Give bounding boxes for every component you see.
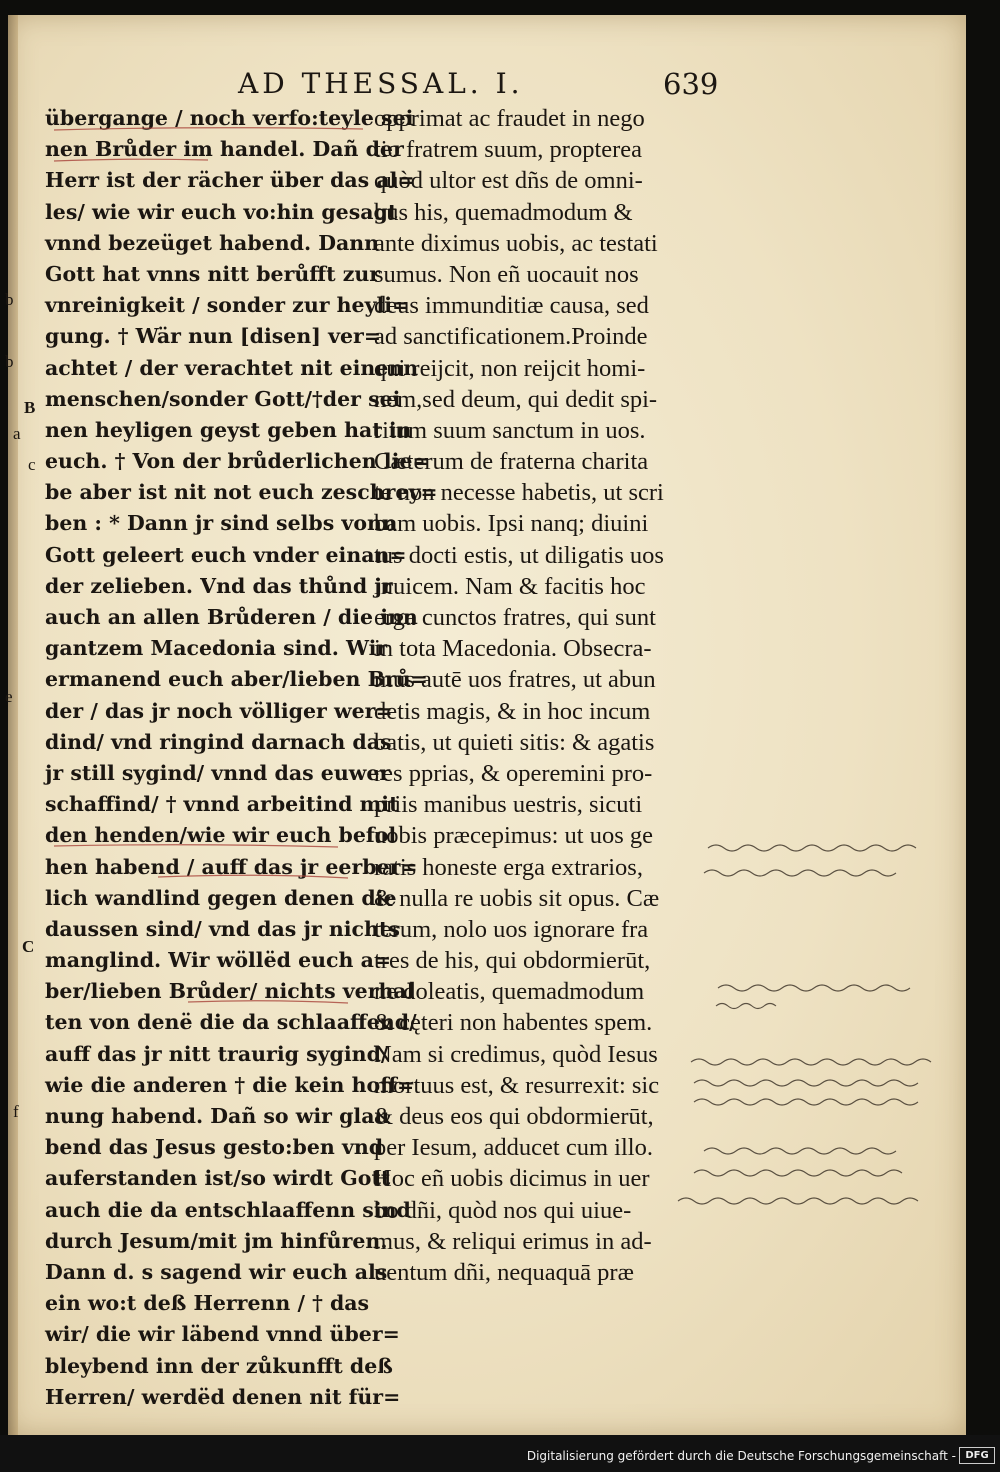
german-text-line: bleybend inn der zůkunfft deß bbox=[45, 1353, 393, 1378]
latin-text-line: priis manibus uestris, sicuti bbox=[374, 791, 643, 819]
german-text-line: der / das jr noch völliger wer= bbox=[45, 698, 393, 723]
german-text-line: ten von denë die da schlaaffend/ bbox=[45, 1010, 417, 1035]
german-text-line: vnreinigkeit / sonder zur heyli= bbox=[45, 293, 410, 318]
margin-letter: b bbox=[5, 290, 14, 309]
latin-text-line: uobis præcepimus: ut uos ge bbox=[374, 822, 654, 850]
margin-letter: a bbox=[13, 424, 21, 443]
german-text-line: ber/lieben Brůder/ nichts verhal bbox=[45, 979, 415, 1004]
german-text-line: auff das jr nitt traurig sygind/ bbox=[45, 1041, 389, 1066]
margin-letter: c bbox=[28, 455, 36, 474]
latin-text-line: opprimat ac fraudet in nego bbox=[374, 105, 645, 132]
german-text-line: hen habend / auff das jr eerber= bbox=[45, 854, 418, 879]
german-text-line: achtet / der verachtet nit einenn bbox=[45, 355, 419, 380]
latin-text-line: qui reĳcit, non reĳcit homi- bbox=[374, 354, 646, 382]
latin-text-line: mus autē uos fratres, ut abun bbox=[374, 666, 656, 694]
german-text-line: auferstanden ist/so wirdt Gott bbox=[45, 1166, 391, 1191]
red-underline-markings bbox=[8, 15, 966, 1435]
page-number: 639 bbox=[663, 67, 719, 101]
german-text-line: nen Brůder im handel. Dañ der bbox=[45, 137, 404, 162]
latin-text-line: tus docti estis, ut diligatis uos bbox=[374, 541, 664, 569]
german-text-line: gung. † Wär nun [disen] ver= bbox=[45, 324, 381, 349]
latin-text-line: Hoc eñ uobis dicimus in uer bbox=[374, 1165, 650, 1193]
latin-text-line: & nulla re uobis sit opus. Cæ bbox=[374, 884, 660, 912]
german-text-line: ben : * Dann jr sind selbs vonn bbox=[45, 511, 397, 536]
latin-text-line: & cęteri non habentes spem. bbox=[374, 1009, 653, 1037]
latin-text-line: nem,sed deum, qui dedit spi- bbox=[374, 385, 658, 413]
latin-text-line: ante diximus uobis, ac testati bbox=[374, 229, 658, 257]
german-text-line: menschen/sonder Gott/†der sei bbox=[45, 386, 401, 411]
margin-letter: b bbox=[5, 352, 14, 371]
latin-text-line: bus his, quemadmodum & bbox=[374, 198, 633, 226]
latin-text-line: res pprias, & operemini pro- bbox=[374, 759, 653, 787]
margin-letter: B bbox=[24, 398, 36, 417]
latin-text-line: ne doleatis, quemadmodum bbox=[374, 978, 645, 1006]
german-text-line: vnnd bezeüget habend. Dann bbox=[45, 230, 380, 255]
latin-text-line: Cæterum de fraterna charita bbox=[374, 448, 649, 476]
german-text-line: be aber ist nit not euch zeschrey= bbox=[45, 480, 438, 505]
latin-text-line: Nam si credimus, quòd Iesus bbox=[374, 1040, 658, 1068]
latin-text-line: erga cunctos fratres, qui sunt bbox=[374, 604, 656, 631]
german-text-line: gantzem Macedonia sind. Wir bbox=[45, 636, 388, 661]
german-text-line: nung habend. Dañ so wir glau bbox=[45, 1104, 390, 1128]
latin-text-line: detis magis, & in hoc incum bbox=[374, 697, 651, 725]
german-text-line: lich wandlind gegen denen die bbox=[45, 885, 397, 910]
margin-letter: e bbox=[5, 687, 13, 706]
german-text-line: Gott geleert euch vnder einan= bbox=[45, 542, 407, 567]
latin-text-line: deus immunditiæ causa, sed bbox=[374, 292, 649, 320]
latin-text-line: & deus eos qui obdormierūt, bbox=[374, 1103, 654, 1130]
german-text-line: bend das Jesus gesto:ben vnd bbox=[45, 1135, 384, 1160]
latin-text-line: te non necesse habetis, ut scri bbox=[374, 479, 664, 507]
latin-text-line: inuicem. Nam & facitis hoc bbox=[374, 572, 646, 600]
latin-text-line: ratis honeste erga extrarios, bbox=[374, 853, 643, 881]
german-text-line: daussen sind/ vnd das jr nichts bbox=[45, 916, 400, 941]
latin-text-line: mortuus est, & resurrexit: sic bbox=[374, 1071, 660, 1099]
funding-credit: Digitalisierung gefördert durch die Deutsche Forschungsgemeinschaft - bbox=[526, 1449, 956, 1463]
latin-text-line: in tota Macedonia. Obsecra- bbox=[374, 635, 652, 663]
german-text-line: nen heyligen geyst geben hat in bbox=[45, 417, 412, 442]
german-text-line: dind/ vnd ringind darnach das bbox=[45, 729, 392, 754]
latin-text-line: ritum suum sanctum in uos. bbox=[374, 416, 646, 444]
german-text-line: ein wo:t deß Herrenn / † das bbox=[45, 1291, 370, 1316]
german-text-line: Herren/ werdëd denen nit für= bbox=[45, 1384, 401, 1409]
latin-text-line: per Iesum, adducet cum illo. bbox=[374, 1134, 653, 1162]
handwritten-annotation bbox=[678, 845, 931, 1204]
german-text-line: der zelieben. Vnd das thůnd jr bbox=[45, 573, 393, 598]
german-text-line: ermanend euch aber/lieben Brů= bbox=[45, 667, 428, 692]
german-text-line: Herr ist der rächer über das al= bbox=[45, 168, 415, 193]
latin-text-line: terum, nolo uos ignorare fra bbox=[374, 915, 649, 943]
dfg-logo: DFG bbox=[959, 1447, 995, 1464]
german-text-line: wie die anderen † die kein hoff= bbox=[45, 1072, 415, 1097]
latin-text-line: uentum dñi, nequaquā præ bbox=[374, 1258, 634, 1286]
german-text-line: manglind. Wir wöllëd euch a= bbox=[45, 948, 392, 973]
margin-letter: f bbox=[13, 1102, 19, 1121]
latin-text-line: batis, ut quieti sitis: & agatis bbox=[374, 728, 655, 756]
margin-letter: C bbox=[22, 937, 35, 956]
german-text-line: les/ wie wir euch vo:hin gesagt bbox=[45, 199, 398, 224]
german-text-line: auch an allen Brůderen / die inn bbox=[45, 605, 418, 629]
german-text-line: Gott hat vnns nitt berůfft zur bbox=[45, 261, 381, 286]
german-text-line: Dann d. s sagend wir euch als bbox=[45, 1259, 388, 1284]
german-text-line: jr still sygind/ vnnd das euwer bbox=[45, 760, 391, 785]
latin-text-line: mus, & reliqui erimus in ad- bbox=[374, 1227, 652, 1255]
latin-text-line: quòd ultor est dñs de omni- bbox=[374, 167, 643, 195]
latin-text-line: sumus. Non eñ uocauit nos bbox=[374, 260, 639, 288]
book-page bbox=[5, 15, 966, 1435]
german-text-line: schaffind/ † vnnd arbeitind mit bbox=[45, 792, 399, 817]
latin-text-line: bam uobis. Ipsi nanq; diuini bbox=[374, 510, 649, 538]
latin-text-line: ad sanctificationem.Proinde bbox=[374, 323, 648, 351]
german-text-line: übergange / noch verfo:teyle sei bbox=[45, 106, 414, 130]
latin-text-line: bo dñi, quòd nos qui uiue- bbox=[374, 1196, 632, 1224]
german-text-line: durch Jesum/mit jm hinfůren. bbox=[45, 1228, 388, 1253]
latin-text-line: tio fratrem suum, propterea bbox=[374, 136, 643, 164]
latin-text-line: tres de his, qui obdormierūt, bbox=[374, 947, 651, 975]
german-text-line: wir/ die wir läbend vnnd über= bbox=[45, 1322, 400, 1347]
german-text-line: euch. † Von der brůderlichen lie= bbox=[45, 449, 430, 474]
footer-bar bbox=[0, 1435, 1000, 1472]
german-text-line: auch die da entschlaaffenn sind bbox=[45, 1197, 411, 1222]
german-text-line: den henden/wie wir euch befol bbox=[45, 823, 397, 848]
running-head: AD THESSAL. I. bbox=[238, 67, 524, 100]
